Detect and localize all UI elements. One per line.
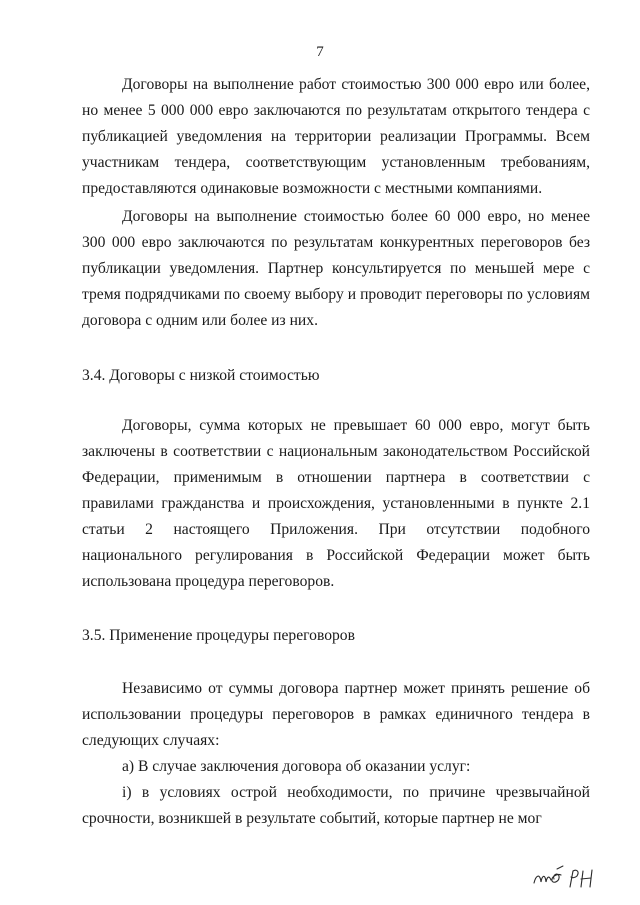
paragraph-negotiation-procedure: Независимо от суммы договора партнер может принять решение об использовании процедуры переговоров в рамках единичного тендера в следующих случаях: xyxy=(82,680,590,749)
list-item-a: а) В случае заключения договора об оказании услуг: xyxy=(122,758,471,775)
list-item-i: i) в условиях острой необходимости, по причине чрезвычайной срочности, возникшей в результате событий, которые партнер не мог xyxy=(82,784,590,827)
page-number: 7 xyxy=(316,44,324,60)
paragraph-low-value-contracts: Договоры, сумма которых не превышает 60 000 евро, могут быть заключены в соответствии с национальным законодательством Российской Федерации, применимым в отношении партнера в соответствии с правилами гражданства и происхождения, установленными в пункте 2.1 статьи 2 настоящего Приложения. При отсутствии подобного национального регулирования в Российской Федерации может быть использована процедура переговоров. xyxy=(82,417,590,590)
paragraph-block-top-1 xyxy=(82,72,590,202)
paragraph-works-contracts: Договоры на выполнение работ стоимостью 300 000 евро или более, но менее 5 000 000 евро заключаются по результатам открытого тендера с публикацией уведомления на территории реализации Программы. Всем участникам тендера, соответствующим установленным требованиям, предоставляются одинаковые возможности с местными компаниями. xyxy=(82,76,590,197)
handwritten-initials-signature xyxy=(530,855,610,895)
paragraph-block-3-4 xyxy=(82,413,590,595)
section-heading-3-4: 3.4. Договоры с низкой стоимостью xyxy=(82,367,320,384)
section-heading-3-5: 3.5. Применение процедуры переговоров xyxy=(82,627,355,644)
paragraph-block-top-2 xyxy=(82,204,590,334)
paragraph-negotiation-contracts: Договоры на выполнение стоимостью более 60 000 евро, но менее 300 000 евро заключаются по результатам конкурентных переговоров без публикации уведомления. Партнер консультируется по меньшей мере с тремя подрядчиками по своему выбору и проводит переговоры по условиям договора с одним или более из них. xyxy=(82,208,590,329)
paragraph-block-3-5 xyxy=(82,676,590,832)
